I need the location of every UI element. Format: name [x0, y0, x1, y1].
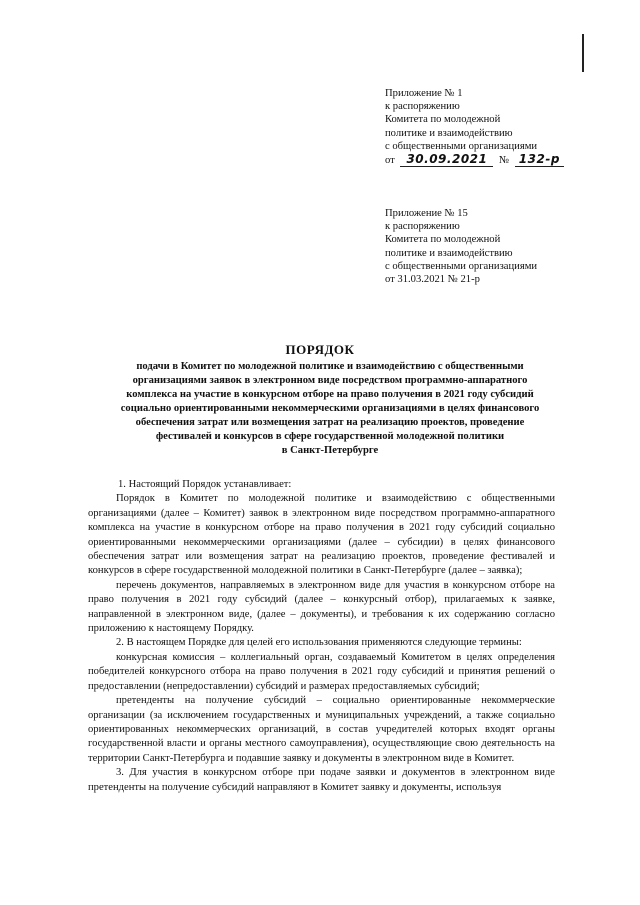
appendix-15-line: Приложение № 15	[385, 208, 468, 219]
appendix-15-line: политике и взаимодействию	[385, 247, 513, 259]
number-prefix: №	[499, 155, 510, 167]
appendix-1-header	[385, 87, 595, 167]
appendix-15-line: от 31.03.2021 № 21-р	[385, 274, 480, 286]
appendix-1-line: к распоряжению	[385, 101, 460, 113]
appendix-1-line: политике и взаимодействию	[385, 127, 513, 139]
subtitle-line: социально ориентированными некоммерческими организациями в целях финансового	[120, 403, 540, 414]
subtitle-line: подачи в Комитет по молодежной политике и взаимодействию с общественными	[136, 361, 524, 372]
document-subtitle	[100, 360, 560, 458]
subtitle-line: обеспечения затрат или возмещения затрат на реализацию проектов, проведение	[135, 417, 525, 428]
subtitle-line: фестивалей и конкурсов в сфере государственной молодежной политики	[155, 431, 505, 442]
document-body	[88, 478, 555, 795]
subtitle-line: комплекса на участие в конкурсном отборе на право получения в 2021 году субсидий	[126, 389, 534, 400]
appendix-1-line: с общественными организациями	[385, 140, 538, 152]
appendix-15-line: с общественными организациями	[385, 260, 538, 272]
appendix-1-line: Комитета по молодежной	[385, 114, 501, 126]
appendix-15-header	[385, 207, 600, 286]
appendix-1-line: Приложение № 1	[385, 88, 463, 99]
subtitle-line: организациями заявок в электронном виде посредством программно-аппаратного	[132, 375, 528, 386]
subtitle-line: в Санкт-Петербурге	[281, 445, 379, 456]
paragraph: конкурсная комиссия – коллегиальный орган, создаваемый Комитетом в целях определения победителей конкурсного отбора на право получения в 2021 году субсидий и принятия решений о предоставлении (непредоставлении) субсидий и размерах предоставляемых субсидий;	[88, 651, 555, 692]
paragraph: Порядок в Комитет по молодежной политике и взаимодействию с общественными организациями (далее – Комитет) заявок в электронном виде посредством программно-аппаратного комплекса на участие в конкурсном отборе на право получения в 2021 году субсидий социально ориентированными некоммерческими организациями (далее – субсидии) в целях финансового обеспечения затрат или возмещения затрат на реализацию проектов, проведение фестивалей и конкурсов в сфере государственной молодежной политики в Санкт-Петербурге (далее – заявка);	[88, 493, 555, 577]
scan-edge-mark	[582, 34, 584, 72]
paragraph: претенденты на получение субсидий – социально ориентированные некоммерческие организации (за исключением государственных и муниципальных учреждений, а также социально ориентированных некоммерческих организаций, в состав учредителей которых входят органы государственной власти и органы местного самоуправления), осуществляющие свою деятельность на территории Санкт-Петербурга и подавшие заявку и документы в электронном виде в Комитет.	[88, 695, 555, 764]
paragraph: 2. В настоящем Порядке для целей его использования применяются следующие термины:	[116, 637, 522, 649]
paragraph: 3. Для участия в конкурсном отборе при подаче заявки и документов в электронном виде претенденты на получение субсидий направляют в Комитет заявку и документы, используя	[88, 767, 555, 793]
appendix-1-date-line	[385, 153, 595, 167]
appendix-15-line: Комитета по молодежной	[385, 234, 501, 246]
handwritten-date: 30.09.2021	[400, 153, 493, 167]
appendix-15-line: к распоряжению	[385, 221, 460, 233]
document-title: ПОРЯДОК	[285, 342, 355, 357]
paragraph: перечень документов, направляемых в электронном виде для участия в конкурсном отборе на право получения в 2021 году субсидий (далее – конкурсный отбор), прилагаемых к заявке, направленной в электронном виде, (далее – документы), и требования к их содержанию согласно приложению к настоящему Порядку.	[88, 579, 555, 635]
paragraph: 1. Настоящий Порядок устанавливает:	[118, 479, 292, 490]
handwritten-number: 132-р	[515, 153, 564, 167]
from-prefix: от	[385, 155, 395, 167]
